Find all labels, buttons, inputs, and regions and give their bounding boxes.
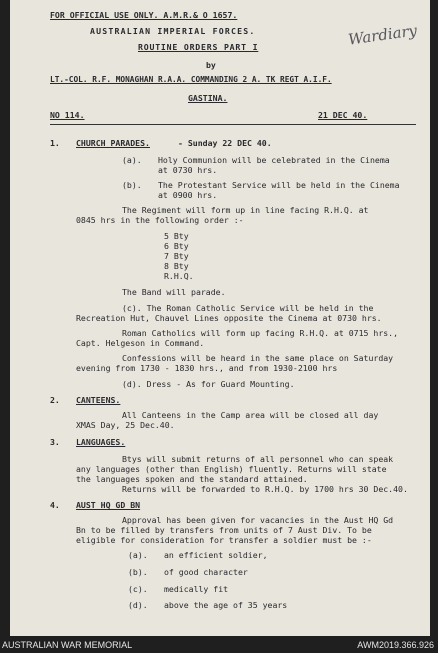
gd-bn-line-1: Approval has been given for vacancies in the Aust HQ Gd bbox=[122, 515, 394, 525]
languages-line-3: the languages spoken and the standard attained. bbox=[76, 474, 308, 484]
classification-marking: FOR OFFICIAL USE ONLY. A.M.R.& O 1657. bbox=[50, 10, 238, 20]
footer-record-id: AWM2019.366.926 bbox=[357, 640, 434, 650]
section-3-title: LANGUAGES. bbox=[76, 437, 126, 447]
criteria-text: above the age of 35 years bbox=[164, 600, 288, 610]
order-list-item: 5 Bty bbox=[164, 231, 189, 241]
canteens-line-2: XMAS Day, 25 Dec.40. bbox=[76, 420, 175, 430]
commander-line: LT.-COL. R.F. MONAGHAN R.A.A. COMMANDING 2 A. TK REGT A.I.F. bbox=[50, 75, 332, 84]
item-b-line-2: at 0900 hrs. bbox=[158, 190, 218, 200]
order-list-item: 6 Bty bbox=[164, 241, 189, 251]
section-1-number: 1. bbox=[50, 138, 60, 148]
rc-line-1: Roman Catholics will form up facing R.H.Q. at 0715 hrs., bbox=[122, 328, 399, 338]
section-3-number: 3. bbox=[50, 437, 60, 447]
criteria-label: (c). bbox=[128, 584, 148, 594]
criteria-text: medically fit bbox=[164, 584, 229, 594]
item-b-label: (b). bbox=[122, 180, 142, 190]
languages-line-2: any languages (other than English) fluently. Returns will state bbox=[76, 464, 387, 474]
criteria-label: (d). bbox=[128, 600, 148, 610]
item-c-line-2: Recreation Hut, Chauvel Lines opposite the Cinema at 0730 hrs. bbox=[76, 313, 382, 323]
archive-footer bbox=[0, 638, 438, 653]
section-4-title: AUST HQ GD BN bbox=[76, 500, 141, 510]
criteria-label: (a). bbox=[128, 550, 148, 560]
gd-bn-line-2: Bn to be filled by transfers from units of 7 Aust Div. To be bbox=[76, 525, 372, 535]
order-date: 21 DEC 40. bbox=[318, 110, 368, 120]
rc-line-2: Capt. Helgeson in Command. bbox=[76, 338, 205, 348]
confessions-line-2: evening from 1730 - 1830 hrs., and from 1930-2100 hrs bbox=[76, 363, 338, 373]
order-list-item: 7 Bty bbox=[164, 251, 189, 261]
item-a-line-2: at 0730 hrs. bbox=[158, 165, 218, 175]
item-b-line-1: The Protestant Service will be held in the Cinema bbox=[158, 180, 400, 190]
item-d-line: (d). Dress - As for Guard Mounting. bbox=[122, 379, 295, 389]
form-up-line-1: The Regiment will form up in line facing R.H.Q. at bbox=[122, 205, 369, 215]
place-name: GASTINA. bbox=[188, 93, 228, 103]
section-4-number: 4. bbox=[50, 500, 60, 510]
confessions-line-1: Confessions will be heard in the same place on Saturday bbox=[122, 353, 394, 363]
item-a-line-1: Holy Communion will be celebrated in the Cinema bbox=[158, 155, 390, 165]
languages-line-1: Btys will submit returns of all personnel who can speak bbox=[122, 454, 394, 464]
band-line: The Band will parade. bbox=[122, 287, 226, 297]
section-2-number: 2. bbox=[50, 395, 60, 405]
section-1-subtitle: - Sunday 22 DEC 40. bbox=[178, 138, 272, 148]
criteria-text: an efficient soldier, bbox=[164, 550, 268, 560]
force-title: AUSTRALIAN IMPERIAL FORCES. bbox=[90, 26, 256, 36]
item-a-label: (a). bbox=[122, 155, 142, 165]
criteria-label: (b). bbox=[128, 567, 148, 577]
canteens-line-1: All Canteens in the Camp area will be closed all day bbox=[122, 410, 379, 420]
gd-bn-line-3: eligible for consideration for transfer a soldier must be :- bbox=[76, 535, 372, 545]
order-list-item: R.H.Q. bbox=[164, 271, 194, 281]
criteria-text: of good character bbox=[164, 567, 248, 577]
order-list-item: 8 Bty bbox=[164, 261, 189, 271]
item-c-line-1: (c). The Roman Catholic Service will be held in the bbox=[122, 303, 374, 313]
by-text: by bbox=[206, 60, 216, 70]
languages-line-4: Returns will be forwarded to R.H.Q. by 1700 hrs 30 Dec.40. bbox=[122, 484, 408, 494]
section-2-title: CANTEENS. bbox=[76, 395, 121, 405]
order-number: NO 114. bbox=[50, 110, 85, 120]
section-1-title: CHURCH PARADES. bbox=[76, 138, 150, 148]
header-rule bbox=[50, 124, 416, 125]
handwritten-annotation: Wardiary bbox=[347, 21, 419, 49]
document-page bbox=[10, 0, 430, 636]
form-up-line-2: 0845 hrs in the following order :- bbox=[76, 215, 244, 225]
orders-title: ROUTINE ORDERS PART I bbox=[138, 42, 259, 52]
footer-institution: AUSTRALIAN WAR MEMORIAL bbox=[2, 640, 133, 650]
